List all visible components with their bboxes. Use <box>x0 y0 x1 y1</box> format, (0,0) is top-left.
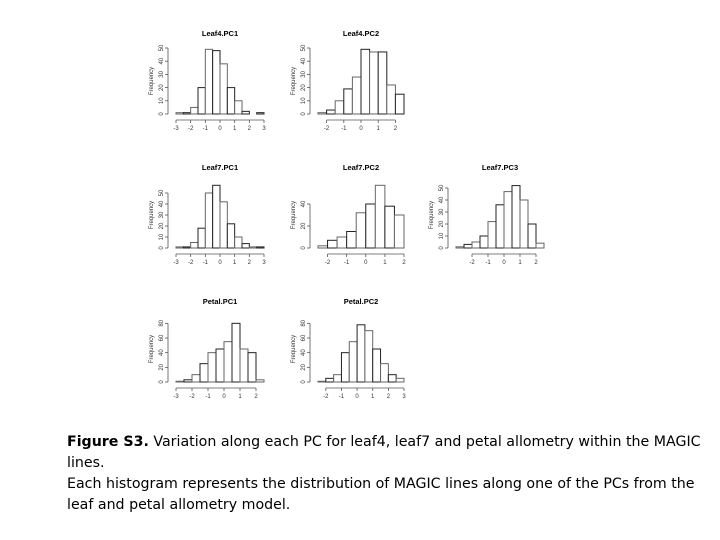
x-tick-label: -2 <box>189 394 195 400</box>
y-tick-label: 40 <box>301 57 307 65</box>
y-tick-label: 50 <box>159 189 165 197</box>
panel-title: Petal.PC2 <box>343 297 379 306</box>
y-tick-label: 40 <box>301 349 307 357</box>
caption-lead: Figure S3. <box>67 434 149 450</box>
histogram-bar <box>256 380 264 382</box>
histogram-bar <box>394 215 404 248</box>
histogram-bar <box>388 375 396 382</box>
x-tick-label: 1 <box>383 260 387 266</box>
histogram-bar <box>375 185 385 248</box>
y-tick-label: 0 <box>159 246 165 250</box>
histogram-bar <box>224 342 232 382</box>
x-tick-label: 2 <box>247 126 252 132</box>
y-tick-label: 50 <box>301 44 307 52</box>
panel-title: Leaf7.PC2 <box>342 163 380 172</box>
histogram-bar <box>334 375 342 382</box>
histogram-bar <box>357 325 365 382</box>
histogram-bar <box>242 111 249 114</box>
histogram-bar <box>232 323 240 382</box>
x-tick-label: 1 <box>371 394 375 400</box>
histogram-bar <box>318 113 327 114</box>
y-axis-label: Frequency <box>149 66 155 96</box>
histogram-bar <box>456 247 464 248</box>
y-tick-label: 20 <box>159 84 165 91</box>
histogram-bar <box>191 107 198 114</box>
x-tick-label: 1 <box>232 126 237 132</box>
x-tick-label: 2 <box>534 260 538 266</box>
histogram-bar <box>395 94 404 114</box>
x-tick-label: 2 <box>247 260 252 266</box>
histogram-bar <box>520 200 528 248</box>
histogram-bar <box>220 202 227 248</box>
histogram-bar <box>176 247 183 248</box>
y-axis-label: Frequency <box>149 334 155 364</box>
x-tick-label: 0 <box>502 260 506 266</box>
x-tick-label: 0 <box>222 394 226 400</box>
histogram-panel <box>149 163 266 266</box>
histogram-bar <box>257 113 264 114</box>
y-tick-label: 40 <box>301 200 307 208</box>
y-tick-label: 0 <box>439 246 445 250</box>
x-tick-label: 2 <box>254 394 258 400</box>
histogram-bar <box>205 49 212 114</box>
histogram-bar <box>249 247 256 248</box>
histogram-bar <box>208 353 216 382</box>
x-tick-label: 1 <box>518 260 522 266</box>
y-tick-label: 10 <box>439 232 445 240</box>
y-tick-label: 30 <box>301 71 307 78</box>
x-tick-label: -2 <box>323 394 329 400</box>
y-tick-label: 0 <box>301 246 307 250</box>
y-tick-label: 80 <box>301 319 307 327</box>
histogram-bar <box>347 232 357 249</box>
y-tick-label: 80 <box>159 319 165 327</box>
y-axis-label: Frequency <box>291 200 297 230</box>
y-axis-label: Frequency <box>149 200 155 230</box>
x-tick-label: -2 <box>469 260 475 266</box>
histogram-bar <box>213 185 220 248</box>
x-tick-label: 0 <box>364 260 368 266</box>
histogram-bar <box>488 222 496 248</box>
histogram-bar <box>349 342 357 382</box>
x-tick-label: -1 <box>205 394 211 400</box>
x-tick-label: 1 <box>238 394 242 400</box>
x-tick-label: 2 <box>386 394 391 400</box>
y-tick-label: 60 <box>301 334 307 342</box>
y-tick-label: 30 <box>439 208 445 216</box>
histogram-bar <box>318 381 326 382</box>
y-axis-label: Frequency <box>429 200 435 230</box>
histogram-bar <box>213 51 220 114</box>
x-tick-label: -1 <box>338 394 345 400</box>
histogram-bar <box>344 89 353 114</box>
y-tick-label: 40 <box>159 200 165 208</box>
histogram-bar <box>184 380 192 382</box>
x-tick-label: -1 <box>202 126 209 132</box>
histogram-bar <box>337 237 347 248</box>
histogram-bar <box>378 52 387 114</box>
x-tick-label: -1 <box>343 260 350 266</box>
histogram-bar <box>200 364 208 382</box>
histogram-panel <box>149 297 264 400</box>
histogram-bar <box>198 88 205 114</box>
y-tick-label: 50 <box>159 44 165 52</box>
y-tick-label: 20 <box>301 363 307 371</box>
histogram-bar <box>385 206 395 248</box>
histogram-bar <box>235 101 242 114</box>
histogram-panel <box>291 163 406 266</box>
histogram-bar <box>341 353 349 382</box>
x-tick-label: 3 <box>402 394 406 400</box>
panel-title: Leaf4.PC2 <box>342 29 380 38</box>
x-tick-label: -2 <box>187 126 194 132</box>
histogram-bar <box>396 378 404 382</box>
histogram-bar <box>472 242 480 248</box>
histogram-bar <box>248 353 256 382</box>
x-tick-label: 2 <box>402 260 406 266</box>
histogram-bar <box>366 204 376 248</box>
y-tick-label: 20 <box>301 222 307 230</box>
x-tick-label: -2 <box>324 260 331 266</box>
x-tick-label: -2 <box>187 260 194 266</box>
y-tick-label: 20 <box>439 220 445 228</box>
x-tick-label: 0 <box>218 126 222 132</box>
panel-title: Leaf7.PC3 <box>481 163 519 172</box>
histogram-bar <box>361 49 370 114</box>
x-tick-label: 1 <box>376 126 380 132</box>
histogram-bar <box>528 224 536 248</box>
histogram-bar <box>335 101 344 114</box>
y-axis-label: Frequency <box>291 334 297 364</box>
figure-caption <box>67 432 707 516</box>
histogram-panel <box>149 29 266 132</box>
x-tick-label: -3 <box>173 394 179 400</box>
x-tick-label: -1 <box>341 126 347 132</box>
y-tick-label: 20 <box>159 363 165 371</box>
histogram-bar <box>496 205 504 248</box>
histogram-bar <box>381 364 389 382</box>
y-tick-label: 0 <box>301 380 307 384</box>
x-tick-label: -1 <box>202 260 209 266</box>
y-tick-label: 10 <box>301 97 307 105</box>
histogram-bar <box>370 52 379 114</box>
y-tick-label: 10 <box>159 97 165 105</box>
histogram-bar <box>183 113 190 114</box>
x-tick-label: 2 <box>393 126 398 132</box>
histogram-bar <box>176 113 183 114</box>
x-tick-label: 1 <box>232 260 237 266</box>
y-tick-label: 0 <box>159 380 165 384</box>
histogram-bar <box>356 213 366 248</box>
y-tick-label: 30 <box>159 211 165 219</box>
histogram-bar <box>257 247 264 248</box>
x-tick-label: -1 <box>485 260 491 266</box>
panel-title: Leaf4.PC1 <box>201 29 239 38</box>
x-tick-label: 0 <box>218 260 222 266</box>
y-tick-label: 0 <box>159 112 165 116</box>
histogram-bar <box>235 237 242 248</box>
histogram-bar <box>198 228 205 248</box>
x-tick-label: -3 <box>173 126 179 132</box>
y-tick-label: 40 <box>159 349 165 357</box>
histogram-bar <box>464 244 472 248</box>
y-tick-label: 40 <box>159 57 165 65</box>
caption-line1: Variation along each PC for leaf4, leaf7 and petal allometry within the MAGIC lines. <box>67 434 701 471</box>
histogram-bar <box>328 240 338 248</box>
y-tick-label: 60 <box>159 334 165 342</box>
histogram-bar <box>205 193 212 248</box>
y-tick-label: 40 <box>439 196 445 204</box>
histogram-panel <box>291 29 404 132</box>
histogram-bar <box>176 381 184 382</box>
x-tick-label: 0 <box>355 394 359 400</box>
y-tick-label: 20 <box>159 222 165 230</box>
histogram-bar <box>327 110 336 114</box>
y-tick-label: 50 <box>439 184 445 192</box>
histogram-panel <box>429 163 544 266</box>
x-tick-label: -2 <box>323 126 330 132</box>
histogram-bar <box>227 88 234 114</box>
histogram-bar <box>216 349 224 382</box>
histogram-bar <box>191 243 198 249</box>
histogram-bar <box>326 378 334 382</box>
histogram-bar <box>387 85 396 114</box>
histogram-bar <box>365 331 373 382</box>
panel-title: Petal.PC1 <box>202 297 238 306</box>
histogram-bar <box>318 246 328 248</box>
x-tick-label: -3 <box>173 260 179 266</box>
histogram-panel <box>291 297 406 400</box>
caption-line2: Each histogram represents the distribution of MAGIC lines along one of the PCs from the leaf and petal allometry model. <box>67 476 695 513</box>
x-tick-label: 0 <box>359 126 363 132</box>
histogram-bar <box>504 192 512 248</box>
y-axis-label: Frequency <box>291 66 297 96</box>
histogram-bar <box>227 224 234 248</box>
histogram-bar <box>220 64 227 114</box>
histogram-bar <box>240 349 248 382</box>
x-tick-label: 3 <box>262 260 266 266</box>
panel-title: Leaf7.PC1 <box>201 163 239 172</box>
x-tick-label: 3 <box>262 126 266 132</box>
y-tick-label: 30 <box>159 71 165 78</box>
histogram-bar <box>480 236 488 248</box>
histogram-bar <box>192 375 200 382</box>
histogram-bar <box>536 243 544 248</box>
y-tick-label: 10 <box>159 233 165 241</box>
histogram-bar <box>242 244 249 248</box>
histogram-bar <box>512 186 520 248</box>
histogram-bar <box>373 349 381 382</box>
histogram-bar <box>183 247 190 248</box>
y-tick-label: 0 <box>301 112 307 116</box>
histogram-bar <box>352 77 361 114</box>
y-tick-label: 20 <box>301 84 307 91</box>
